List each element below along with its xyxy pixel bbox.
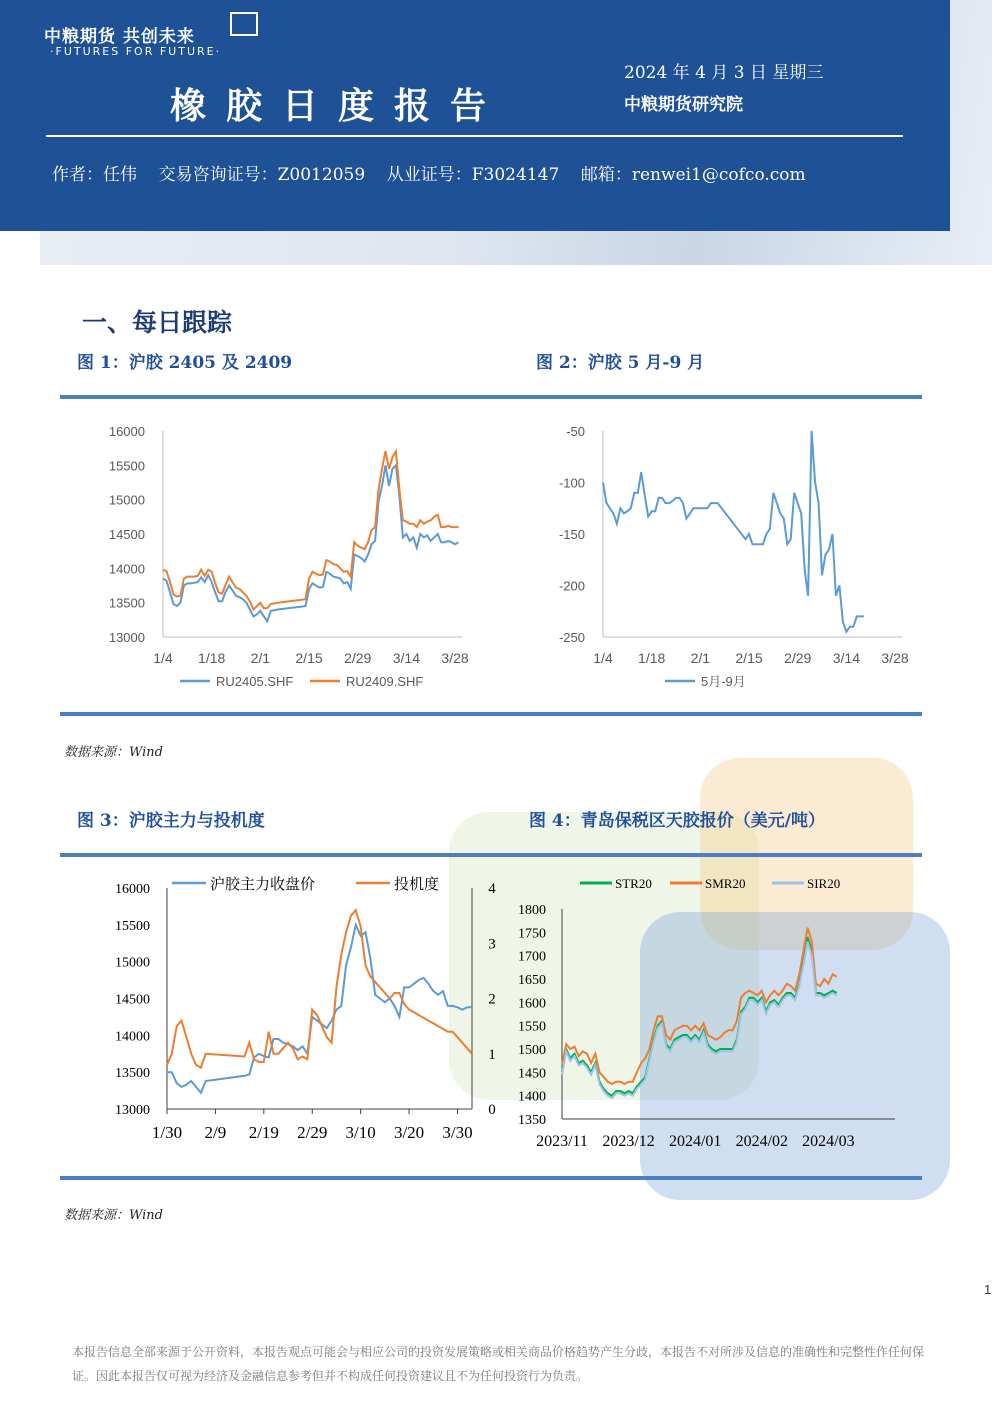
- page-number: 1: [984, 1282, 992, 1297]
- x-tick-label: 1/18: [198, 650, 226, 666]
- x-tick-label: 3/28: [441, 650, 469, 666]
- data-source-note: 数据来源：Wind: [64, 1208, 163, 1223]
- x-tick-label: 3/10: [345, 1123, 376, 1142]
- y-tick-label: 15000: [115, 955, 150, 971]
- chart-spread-may-sep: [500, 405, 920, 700]
- x-tick-label: 3/30: [442, 1123, 473, 1142]
- y-tick-label: 13000: [108, 630, 145, 645]
- x-tick-label: 1/18: [638, 650, 666, 666]
- series-line: [562, 928, 837, 1084]
- section-heading: 一、每日跟踪: [82, 308, 233, 337]
- company-logo-icon: [230, 12, 258, 36]
- chart-main-contract-speculation: [60, 862, 510, 1152]
- y-tick-label: 15000: [108, 492, 145, 508]
- y-tick-label: 14500: [115, 992, 150, 1008]
- legend-label: 沪胶主力收盘价: [210, 877, 316, 893]
- y-tick-label: 1700: [518, 949, 546, 965]
- x-tick-label: 2024/03: [802, 1133, 855, 1150]
- y-tick-label: 1650: [518, 973, 546, 988]
- y-tick-label: 1550: [518, 1019, 546, 1035]
- y-tick-label: 1450: [518, 1066, 546, 1082]
- y-tick-label: 15500: [115, 918, 150, 934]
- x-tick-label: 2/19: [248, 1123, 279, 1142]
- legend-label: RU2409.SHF: [346, 674, 424, 689]
- author-info: 作者：任伟 交易咨询证号：Z0012059 从业证号：F3024147 邮箱：renwei1@cofco.com: [52, 165, 806, 185]
- y2-tick-label: 2: [488, 991, 496, 1008]
- figure-2-title: 图 2：沪胶 5 月-9 月: [536, 353, 705, 373]
- x-tick-label: 3/14: [832, 650, 860, 666]
- legend-label: 5月-9月: [701, 674, 746, 689]
- x-tick-label: 2024/02: [735, 1133, 789, 1150]
- y2-tick-label: 0: [488, 1102, 496, 1118]
- x-tick-label: 2/1: [250, 650, 271, 666]
- series-line: [163, 465, 459, 621]
- figure-top-rule: [60, 853, 922, 857]
- figure-bottom-rule: [60, 712, 922, 716]
- y-tick-label: 14000: [115, 1029, 150, 1045]
- legend-label: SIR20: [807, 876, 841, 891]
- y-tick-label: 16000: [115, 882, 150, 897]
- x-tick-label: 3/28: [881, 650, 909, 666]
- figure-bottom-rule: [60, 1176, 922, 1180]
- y-tick-label: -200: [558, 578, 585, 594]
- legend-label: 投机度: [394, 877, 440, 893]
- y-tick-label: -250: [558, 630, 585, 645]
- y-tick-label: 1500: [518, 1043, 546, 1058]
- data-source-note: 数据来源：Wind: [64, 745, 163, 760]
- y-tick-label: 14500: [108, 527, 145, 542]
- y-tick-label: 13000: [115, 1103, 150, 1118]
- company-logo-slogan: ·FUTURES FOR FUTURE·: [50, 45, 222, 58]
- y-tick-label: 1800: [518, 903, 546, 918]
- series-line: [167, 910, 472, 1068]
- x-tick-label: 2/15: [295, 650, 323, 666]
- legend-label: SMR20: [705, 876, 746, 891]
- x-tick-label: 3/20: [393, 1123, 425, 1142]
- report-title: 橡胶日度报告: [170, 85, 507, 127]
- x-tick-label: 2024/01: [668, 1133, 722, 1150]
- series-line: [562, 937, 837, 1096]
- y-tick-label: 1600: [518, 996, 546, 1012]
- company-logo-text: 中粮期货 共创未来: [44, 27, 195, 47]
- y2-tick-label: 4: [488, 881, 496, 897]
- y2-tick-label: 1: [488, 1046, 496, 1063]
- y-tick-label: 15500: [108, 458, 145, 474]
- research-institute: 中粮期货研究院: [624, 95, 743, 115]
- x-tick-label: 2023/12: [602, 1133, 655, 1150]
- y-tick-label: 13500: [115, 1066, 150, 1082]
- y-tick-label: 14000: [108, 561, 145, 577]
- x-tick-label: 1/4: [593, 650, 613, 666]
- y2-tick-label: 3: [488, 936, 496, 953]
- x-tick-label: 2/9: [204, 1123, 227, 1142]
- legend-label: RU2405.SHF: [216, 674, 294, 689]
- header-divider: [46, 135, 903, 137]
- x-tick-label: 3/14: [392, 650, 420, 666]
- y-tick-label: 1400: [518, 1089, 546, 1105]
- y-tick-label: -100: [558, 475, 585, 491]
- series-line: [167, 925, 472, 1093]
- y-tick-label: 1350: [518, 1113, 546, 1128]
- figure-top-rule: [60, 395, 922, 399]
- x-tick-label: 2/29: [297, 1123, 328, 1142]
- y-tick-label: 1750: [518, 926, 546, 942]
- figure-4-title: 图 4：青岛保税区天胶报价（美元/吨）: [529, 811, 825, 831]
- y-tick-label: 16000: [108, 424, 145, 439]
- series-line: [603, 431, 864, 632]
- figure-3-title: 图 3：沪胶主力与投机度: [77, 811, 265, 831]
- x-tick-label: 2/1: [690, 650, 711, 666]
- x-tick-label: 2/29: [784, 650, 812, 666]
- y-tick-label: 13500: [108, 595, 145, 611]
- x-tick-label: 2023/11: [536, 1133, 588, 1150]
- x-tick-label: 2/15: [735, 650, 763, 666]
- x-tick-label: 1/30: [151, 1123, 183, 1142]
- chart-qingdao-bonded-prices: [510, 862, 920, 1152]
- y-tick-label: -50: [566, 424, 585, 439]
- series-line: [562, 942, 837, 1098]
- figure-1-title: 图 1：沪胶 2405 及 2409: [77, 353, 293, 373]
- x-tick-label: 2/29: [344, 650, 372, 666]
- x-tick-label: 1/4: [153, 650, 173, 666]
- chart-rubber-2405-2409: [60, 405, 480, 700]
- legend-label: STR20: [615, 876, 652, 891]
- y-tick-label: -150: [558, 527, 585, 542]
- disclaimer-text: 本报告信息全部来源于公开资料，本报告观点可能会与相应公司的投资发展策略或相关商品价格趋势产生分歧，本报告不对所涉及信息的准确性和完整性作任何保证。因此本报告仅可视为经济及金融信息参考但并不构成任何投资建议且不为任何投资行为负责。: [72, 1345, 925, 1383]
- report-date: 2024 年 4 月 3 日 星期三: [624, 63, 824, 83]
